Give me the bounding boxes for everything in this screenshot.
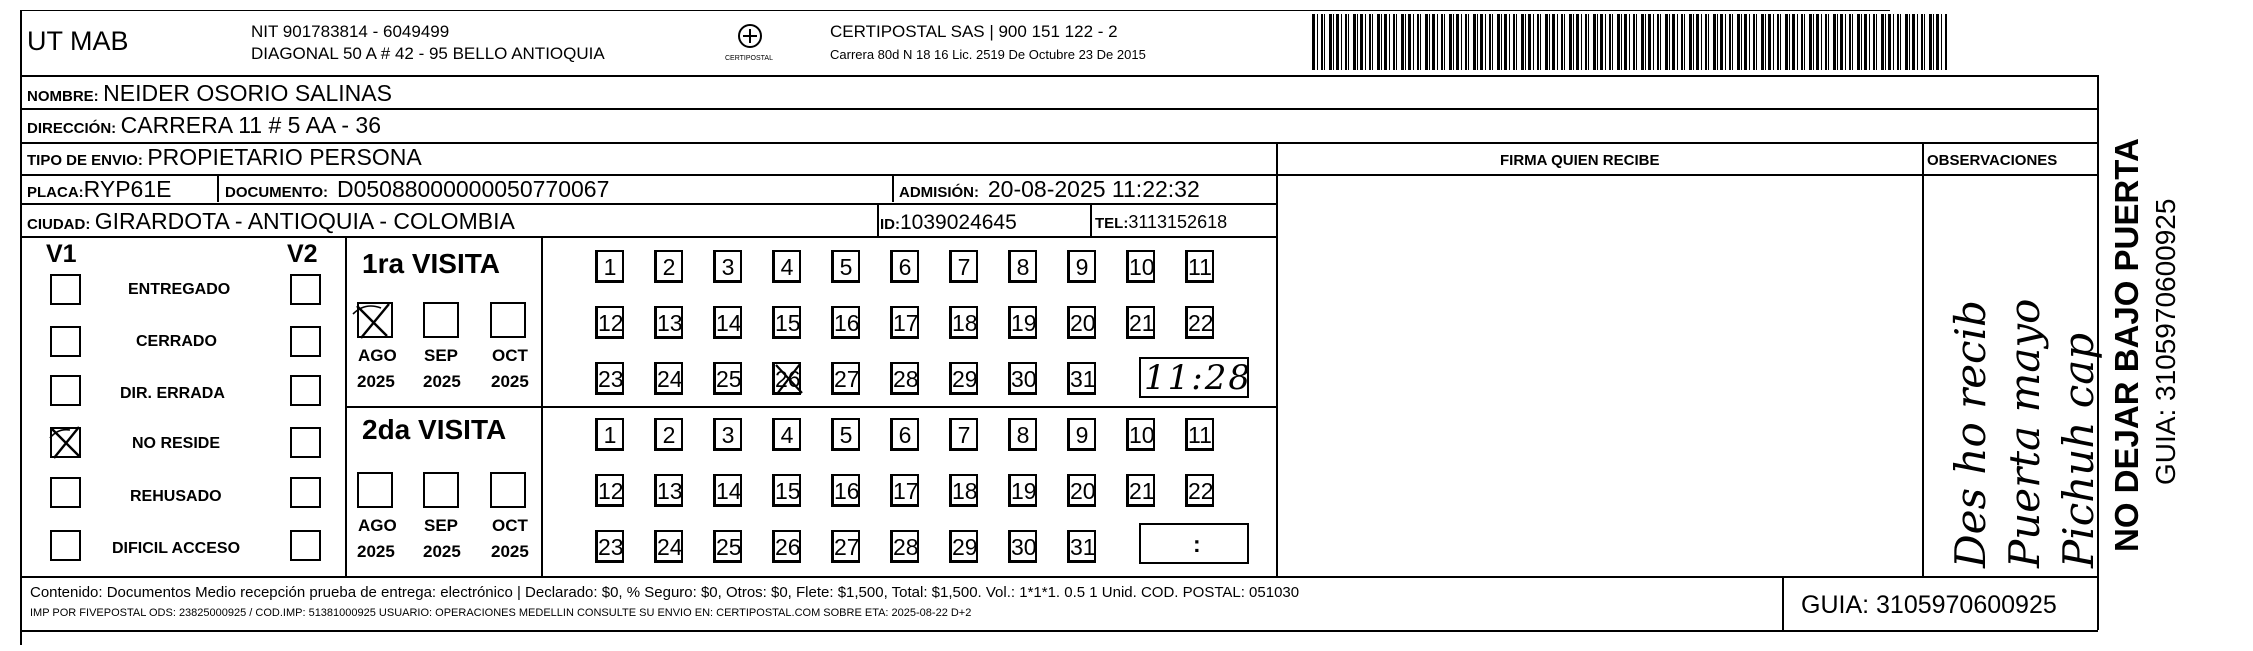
carrier-license: Carrera 80d N 18 16 Lic. 2519 De Octubre 23 De 2015 <box>830 47 1146 62</box>
rule <box>1090 203 1092 236</box>
handwritten-x-mark <box>48 424 84 462</box>
visit1-month-label: AGO <box>358 346 397 365</box>
visit1-day-9[interactable]: 9 <box>1067 250 1096 283</box>
visit2-year-label: 2025 <box>423 542 461 561</box>
visit1-day-1[interactable]: 1 <box>595 250 624 283</box>
visit2-month-oct-checkbox[interactable] <box>490 472 526 508</box>
visit2-year-label: 2025 <box>357 542 395 561</box>
visit1-day-18[interactable]: 18 <box>949 306 978 339</box>
visit1-year-label: 2025 <box>491 372 529 391</box>
recipient-address: CARRERA 11 # 5 AA - 36 <box>120 112 382 138</box>
visit2-day-15[interactable]: 15 <box>772 474 801 507</box>
id-label: ID: <box>880 216 900 233</box>
visit1-day-6[interactable]: 6 <box>890 250 919 283</box>
visit2-day-4[interactable]: 4 <box>772 418 801 451</box>
visit1-day-29[interactable]: 29 <box>949 362 978 395</box>
visit2-day-8[interactable]: 8 <box>1008 418 1037 451</box>
carrier-name: CERTIPOSTAL SAS | 900 151 122 - 2 <box>830 22 1118 41</box>
v1-checkbox[interactable] <box>50 375 81 406</box>
footer-content: Contenido: Documentos Medio recepción prueba de entrega: electrónico | Declarado: $0, % Seguro: $0, Otros: $0, Flete: $1,500, Total: $1,500. Vol.: 1*1*1. 0.5 1 Unid. COD. POSTAL: 051030 <box>30 584 1300 601</box>
status-label: ENTREGADO <box>128 281 231 298</box>
observations-label: OBSERVACIONES <box>1927 152 2058 169</box>
v2-checkbox[interactable] <box>290 477 321 508</box>
status-label: DIR. ERRADA <box>120 385 225 402</box>
visit1-day-2[interactable]: 2 <box>654 250 683 283</box>
city-value: GIRARDOTA - ANTIOQUIA - COLOMBIA <box>94 208 515 234</box>
visit2-day-16[interactable]: 16 <box>831 474 860 507</box>
rule <box>20 576 2098 578</box>
rule <box>20 236 1276 238</box>
visit1-day-26[interactable]: 26 <box>772 362 801 395</box>
visit1-day-15[interactable]: 15 <box>772 306 801 339</box>
visit1-day-30[interactable]: 30 <box>1008 362 1037 395</box>
status-label: CERRADO <box>136 333 217 350</box>
visit2-day-21[interactable]: 21 <box>1126 474 1155 507</box>
visit1-day-20[interactable]: 20 <box>1067 306 1096 339</box>
v2-label: V2 <box>287 240 318 268</box>
visit2-day-12[interactable]: 12 <box>595 474 624 507</box>
rule <box>217 174 219 202</box>
visit2-month-label: SEP <box>424 516 459 535</box>
visit2-day-1[interactable]: 1 <box>595 418 624 451</box>
visit1-day-11[interactable]: 11 <box>1185 250 1214 283</box>
visit1-day-17[interactable]: 17 <box>890 306 919 339</box>
certipostal-logo <box>723 22 777 66</box>
visit1-year-label: 2025 <box>357 372 395 391</box>
id-value: 1039024645 <box>900 211 1017 234</box>
visit2-time-box[interactable] <box>1139 523 1249 564</box>
visit2-day-9[interactable]: 9 <box>1067 418 1096 451</box>
visit2-month-label: AGO <box>358 516 397 535</box>
v1-label: V1 <box>46 240 77 268</box>
rule <box>1782 576 1784 630</box>
rule <box>20 203 1276 205</box>
visit1-day-7[interactable]: 7 <box>949 250 978 283</box>
visit1-day-28[interactable]: 28 <box>890 362 919 395</box>
address-label: DIRECCIÓN: <box>27 120 117 137</box>
name-label: NOMBRE: <box>27 88 99 105</box>
visit1-month-label: OCT <box>492 346 528 365</box>
visit1-day-12[interactable]: 12 <box>595 306 624 339</box>
status-label: NO RESIDE <box>132 435 221 452</box>
handwritten-x-mark <box>772 361 806 397</box>
visit2-month-label: OCT <box>492 516 528 535</box>
visit2-year-label: 2025 <box>491 542 529 561</box>
visit2-day-23[interactable]: 23 <box>595 530 624 563</box>
footer-guia: GUIA: 3105970600925 <box>1801 591 2057 619</box>
rule <box>20 108 2098 110</box>
visit1-day-22[interactable]: 22 <box>1185 306 1214 339</box>
tel-value: 3113152618 <box>1128 212 1228 232</box>
admission-label: ADMISIÓN: <box>899 184 979 201</box>
visit1-month-label: SEP <box>424 346 459 365</box>
side-warning: NO DEJAR BAJO PUERTA <box>2108 138 2145 552</box>
visit1-day-10[interactable]: 10 <box>1126 250 1155 283</box>
visit2-day-27[interactable]: 27 <box>831 530 860 563</box>
logo-text: CERTIPOSTAL <box>725 55 773 62</box>
visit2-day-5[interactable]: 5 <box>831 418 860 451</box>
shipment-type: PROPIETARIO PERSONA <box>147 144 422 170</box>
visit1-month-oct-checkbox[interactable] <box>490 302 526 338</box>
visit1-day-25[interactable]: 25 <box>713 362 742 395</box>
observation-line-1: Des ho recib <box>1946 300 1995 568</box>
visit1-day-31[interactable]: 31 <box>1067 362 1096 395</box>
visit1-day-19[interactable]: 19 <box>1008 306 1037 339</box>
observations-area <box>1922 176 2103 576</box>
visit1-month-ago-checkbox[interactable] <box>357 302 393 338</box>
admission-value: 20-08-2025 11:22:32 <box>987 176 1200 202</box>
status-label: REHUSADO <box>130 488 222 505</box>
plate-value: RYP61E <box>83 176 172 202</box>
signature-label: FIRMA QUIEN RECIBE <box>1500 152 1660 169</box>
recipient-name: NEIDER OSORIO SALINAS <box>103 80 392 106</box>
v1-checkbox-checked[interactable] <box>50 427 81 458</box>
rule <box>345 406 1277 408</box>
side-guia: GUIA: 3105970600925 <box>2150 198 2181 485</box>
observation-line-2: Puerta mayo <box>2000 298 2049 568</box>
observation-line-3: Pichuh cap <box>2054 332 2103 568</box>
plate-label: PLACA: <box>27 184 84 201</box>
visit2-time-value: : <box>1193 531 1201 557</box>
visit2-day-24[interactable]: 24 <box>654 530 683 563</box>
visit2-day-2[interactable]: 2 <box>654 418 683 451</box>
visit2-day-20[interactable]: 20 <box>1067 474 1096 507</box>
visit1-day-3[interactable]: 3 <box>713 250 742 283</box>
visit1-day-24[interactable]: 24 <box>654 362 683 395</box>
visit2-day-6[interactable]: 6 <box>890 418 919 451</box>
visit1-day-27[interactable]: 27 <box>831 362 860 395</box>
top-rule <box>20 10 1890 11</box>
visit2-title: 2da VISITA <box>362 414 507 445</box>
visit2-day-29[interactable]: 29 <box>949 530 978 563</box>
visit1-day-8[interactable]: 8 <box>1008 250 1037 283</box>
visit1-time-box[interactable] <box>1139 357 1252 398</box>
visit2-day-22[interactable]: 22 <box>1185 474 1214 507</box>
v1-checkbox[interactable] <box>50 326 81 357</box>
visit2-day-18[interactable]: 18 <box>949 474 978 507</box>
visit2-day-31[interactable]: 31 <box>1067 530 1096 563</box>
tel-label: TEL: <box>1095 215 1129 232</box>
footer-print-info: IMP POR FIVEPOSTAL ODS: 23825000925 / COD.IMP: 51381000925 USUARIO: OPERACIONES MEDELLIN CONSULTE SU ENVIO EN: CERTIPOSTAL.COM SOBRE ETA: 2025-08-22 D+2 <box>30 607 972 619</box>
city-label: CIUDAD: <box>27 216 91 233</box>
visit2-day-17[interactable]: 17 <box>890 474 919 507</box>
v2-checkbox[interactable] <box>290 427 321 458</box>
visit2-day-26[interactable]: 26 <box>772 530 801 563</box>
barcode <box>1312 14 1948 70</box>
company-nit: NIT 901783814 - 6049499 <box>251 22 450 41</box>
visit2-day-19[interactable]: 19 <box>1008 474 1037 507</box>
v2-checkbox[interactable] <box>290 326 321 357</box>
visit1-time-value: 11:28 <box>1144 358 1252 398</box>
visit2-day-11[interactable]: 11 <box>1185 418 1214 451</box>
visit1-day-13[interactable]: 13 <box>654 306 683 339</box>
rule <box>20 75 2098 77</box>
visit1-month-sep-checkbox[interactable] <box>423 302 459 338</box>
company-name: UT MAB <box>27 26 129 56</box>
visit2-day-3[interactable]: 3 <box>713 418 742 451</box>
visit1-day-23[interactable]: 23 <box>595 362 624 395</box>
rule <box>892 174 894 202</box>
rule <box>1276 142 1278 576</box>
status-label: DIFICIL ACCESO <box>112 540 241 557</box>
v1-checkbox[interactable] <box>50 274 81 305</box>
visit1-day-4[interactable]: 4 <box>772 250 801 283</box>
visit2-month-sep-checkbox[interactable] <box>423 472 459 508</box>
document-value: D05088000000050770067 <box>336 176 610 202</box>
visit2-day-14[interactable]: 14 <box>713 474 742 507</box>
visit2-day-28[interactable]: 28 <box>890 530 919 563</box>
v2-checkbox[interactable] <box>290 375 321 406</box>
v1-checkbox[interactable] <box>50 530 81 561</box>
rule <box>877 203 879 236</box>
handwritten-x-mark <box>351 298 397 342</box>
visit1-day-5[interactable]: 5 <box>831 250 860 283</box>
v2-checkbox[interactable] <box>290 274 321 305</box>
v1-checkbox[interactable] <box>50 477 81 508</box>
visit2-month-ago-checkbox[interactable] <box>357 472 393 508</box>
visit1-day-21[interactable]: 21 <box>1126 306 1155 339</box>
type-label: TIPO DE ENVIO: <box>27 152 143 169</box>
visit1-day-16[interactable]: 16 <box>831 306 860 339</box>
visit1-year-label: 2025 <box>423 372 461 391</box>
visit2-day-13[interactable]: 13 <box>654 474 683 507</box>
visit2-day-10[interactable]: 10 <box>1126 418 1155 451</box>
company-address: DIAGONAL 50 A # 42 - 95 BELLO ANTIOQUIA <box>251 44 605 63</box>
rule <box>20 630 2098 632</box>
visit2-day-30[interactable]: 30 <box>1008 530 1037 563</box>
visit1-day-14[interactable]: 14 <box>713 306 742 339</box>
visit2-day-25[interactable]: 25 <box>713 530 742 563</box>
visit1-title: 1ra VISITA <box>362 248 500 279</box>
document-label: DOCUMENTO: <box>225 184 329 201</box>
v2-checkbox[interactable] <box>290 530 321 561</box>
visit2-day-7[interactable]: 7 <box>949 418 978 451</box>
